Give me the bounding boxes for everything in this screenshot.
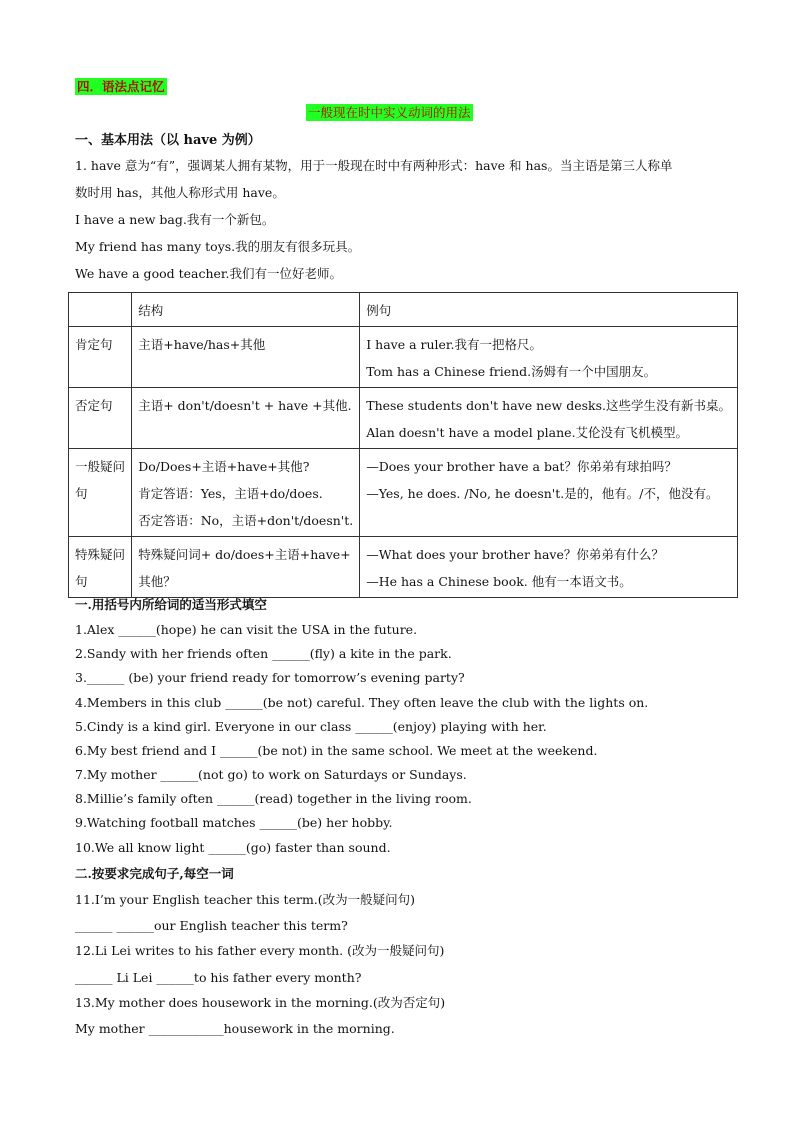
- structure-line: 主语+ don't/doesn't + have +其他.: [138, 398, 352, 413]
- exercise-item: 8.Millie’s family often ______(read) together in the living room.: [75, 791, 472, 806]
- intro-line-1: 1. have 意为“有”，强调某人拥有某物，用于一般现在时中有两种形式：have 和 has。当主语是第三人称单: [75, 158, 673, 173]
- structure-line: Do/Does+主语+have+其他?: [138, 459, 310, 474]
- example-sentence: I have a new bag.我有一个新包。: [75, 212, 275, 227]
- structure-line: 否定答语：No，主语+don't/doesn't.: [138, 513, 354, 528]
- topic-title: 一般现在时中实义动词的用法: [308, 105, 471, 120]
- example-line: These students don't have new desks.这些学生没有新书桌。: [366, 398, 731, 413]
- exercise1-heading: 一.用括号内所给词的适当形式填空: [75, 597, 267, 612]
- intro-line-2: 数时用 has，其他人称形式用 have。: [75, 185, 285, 200]
- example-line: Tom has a Chinese friend.汤姆有一个中国朋友。: [366, 364, 657, 379]
- exercise-item: 1.Alex ______(hope) he can visit the USA in the future.: [75, 622, 418, 637]
- structure-line: 其他？: [138, 574, 176, 589]
- exercise-item: 9.Watching football matches ______(be) her hobby.: [75, 815, 393, 830]
- example-cell: [360, 537, 738, 598]
- structure-line: 特殊疑问词+ do/does+主语+have+: [138, 547, 351, 562]
- structure-line: 肯定答语：Yes，主语+do/does.: [138, 486, 323, 501]
- example-cell: [360, 388, 738, 449]
- table-header-row: [69, 293, 738, 327]
- header-cell: 例句: [360, 293, 738, 327]
- structure-cell: [132, 388, 360, 449]
- example-line: I have a ruler.我有一把格尺。: [366, 337, 543, 352]
- example-line: —Does your brother have a bat？你弟弟有球拍吗？: [366, 459, 677, 474]
- table-row: [69, 449, 738, 537]
- exercise2-heading: 二.按要求完成句子,每空一词: [75, 866, 234, 881]
- table-row: [69, 537, 738, 598]
- exercise-item: 3.______ (be) your friend ready for tomorrow’s evening party?: [75, 670, 465, 685]
- structure-cell: [132, 449, 360, 537]
- example-line: —What does your brother have？你弟弟有什么？: [366, 547, 664, 562]
- row-label: 一般疑问句: [69, 449, 132, 537]
- grammar-table: [68, 292, 738, 598]
- exercise-item: 7.My mother ______(not go) to work on Saturdays or Sundays.: [75, 767, 467, 782]
- example-cell: [360, 449, 738, 537]
- row-label: 特殊疑问句: [69, 537, 132, 598]
- basic-usage-heading: 一、基本用法（以 have 为例）: [75, 133, 261, 148]
- exercise-item: 10.We all know light ______(go) faster than sound.: [75, 840, 391, 855]
- example-line: —Yes, he does. /No, he doesn't.是的，他有。/不，他没有。: [366, 486, 719, 501]
- structure-line: 主语+have/has+其他: [138, 337, 266, 352]
- exercise-item: 2.Sandy with her friends often ______(fly) a kite in the park.: [75, 646, 452, 661]
- exercise-item: 6.My best friend and I ______(be not) in the same school. We meet at the weekend.: [75, 743, 598, 758]
- exercise-item: 12.Li Lei writes to his father every month. (改为一般疑问句): [75, 943, 445, 958]
- example-sentence: We have a good teacher.我们有一位好老师。: [75, 266, 342, 281]
- example-cell: [360, 327, 738, 388]
- exercise-item: 11.I’m your English teacher this term.(改为一般疑问句): [75, 892, 416, 907]
- exercise-item: 5.Cindy is a kind girl. Everyone in our class ______(enjoy) playing with her.: [75, 719, 547, 734]
- section-tag: 四．语法点记忆: [77, 79, 165, 94]
- exercise-answer-line: ______ ______our English teacher this term?: [75, 918, 348, 933]
- example-sentence: My friend has many toys.我的朋友有很多玩具。: [75, 239, 361, 254]
- table-row: [69, 327, 738, 388]
- header-cell: [69, 293, 132, 327]
- exercise-answer-line: ______ Li Lei ______to his father every month?: [75, 970, 362, 985]
- exercise-answer-line: My mother ____________housework in the morning.: [75, 1021, 395, 1036]
- example-line: Alan doesn't have a model plane.艾伦没有飞机模型。: [366, 425, 689, 440]
- example-line: —He has a Chinese book. 他有一本语文书。: [366, 574, 632, 589]
- row-label: 否定句: [69, 388, 132, 449]
- structure-cell: [132, 327, 360, 388]
- row-label: 肯定句: [69, 327, 132, 388]
- structure-cell: [132, 537, 360, 598]
- table-row: [69, 388, 738, 449]
- header-cell: 结构: [132, 293, 360, 327]
- exercise-item: 13.My mother does housework in the morning.(改为否定句): [75, 995, 446, 1010]
- exercise-item: 4.Members in this club ______(be not) careful. They often leave the club with the lights on.: [75, 695, 649, 710]
